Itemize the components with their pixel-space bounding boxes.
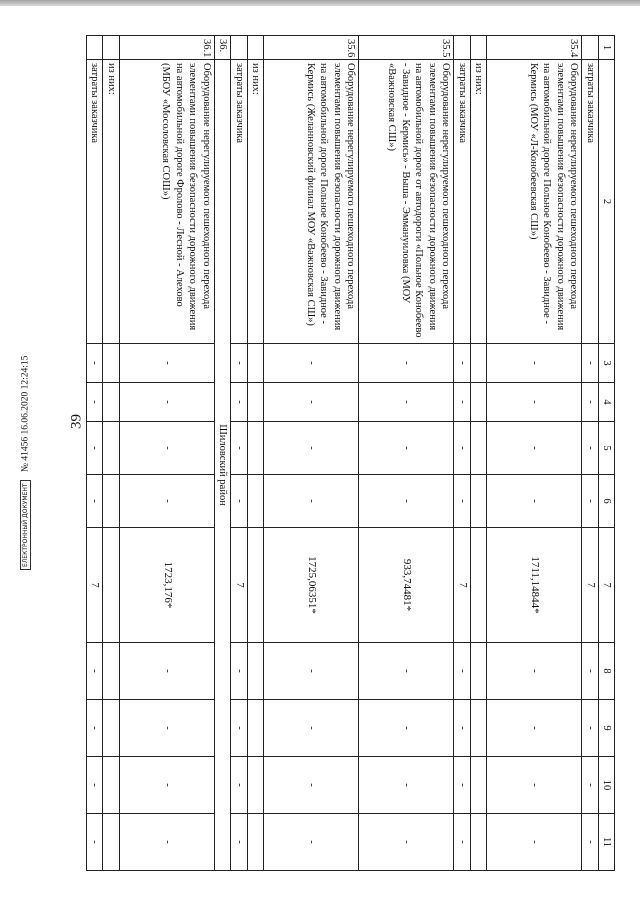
doc-number: № 41456 bbox=[20, 436, 31, 473]
row-description: из них: bbox=[471, 60, 488, 344]
scan-edge bbox=[0, 0, 640, 6]
value-cell: 7 bbox=[87, 528, 104, 643]
value-cell: - bbox=[264, 700, 359, 757]
value-cell: - bbox=[582, 643, 599, 700]
value-cell: - bbox=[264, 344, 359, 383]
value-cell: - bbox=[454, 422, 471, 475]
value-cell: - bbox=[582, 383, 599, 422]
row-description: Оборудование нерегулируемого пешеходного перехода элементами повышения безопасности дорожного движения на автомобильной дороге от автодороги «Польное Конобеево - Завидное - Кермись» - Выша - Эммануиловка (МОУ «Важновская СШ») bbox=[359, 60, 454, 344]
value-cell: - bbox=[582, 344, 599, 383]
table-row bbox=[471, 36, 488, 871]
value-cell: - bbox=[454, 757, 471, 814]
value-cell: - bbox=[120, 757, 215, 814]
value-cell: - bbox=[359, 700, 454, 757]
value-cell: - bbox=[487, 422, 582, 475]
table-row bbox=[231, 36, 248, 871]
value-cell: - bbox=[231, 757, 248, 814]
value-cell: - bbox=[487, 344, 582, 383]
value-cell bbox=[471, 422, 488, 475]
header-cell: 10 bbox=[599, 757, 615, 814]
value-cell: - bbox=[231, 422, 248, 475]
row-number bbox=[103, 36, 120, 60]
row-description: затраты заказчика bbox=[87, 60, 104, 344]
value-cell: - bbox=[359, 422, 454, 475]
value-cell: - bbox=[582, 757, 599, 814]
value-cell: 1725,06351* bbox=[264, 528, 359, 643]
value-cell: - bbox=[264, 475, 359, 528]
value-cell: 933,74481* bbox=[359, 528, 454, 643]
table-row bbox=[487, 36, 582, 871]
value-cell bbox=[248, 422, 265, 475]
value-cell bbox=[103, 814, 120, 871]
value-cell: - bbox=[582, 700, 599, 757]
header-cell: 11 bbox=[599, 814, 615, 871]
value-cell: - bbox=[487, 757, 582, 814]
row-description: Оборудование нерегулируемого пешеходного перехода элементами повышения безопасности дорожного движения на автомобильной дороге Польное Конобеево - Завидное - Кермись (Желанновский филиал МОУ «Важновская СШ») bbox=[264, 60, 359, 344]
table-row bbox=[120, 36, 215, 871]
value-cell: - bbox=[487, 814, 582, 871]
header-row bbox=[599, 36, 615, 871]
value-cell: - bbox=[87, 643, 104, 700]
header-cell: 2 bbox=[599, 60, 615, 344]
row-description: Оборудование нерегулируемого пешеходного перехода элементами повышения безопасности дорожного движения на автомобильной дороге Польное Конобеево - Завидное - Кермись (МОУ «Л-Конобеевская СШ») bbox=[487, 60, 582, 344]
value-cell: - bbox=[87, 700, 104, 757]
table-row bbox=[264, 36, 359, 871]
row-number: 36.1 bbox=[120, 36, 215, 60]
value-cell bbox=[248, 700, 265, 757]
value-cell: - bbox=[359, 757, 454, 814]
value-cell: - bbox=[264, 643, 359, 700]
value-cell: - bbox=[454, 643, 471, 700]
value-cell: - bbox=[359, 475, 454, 528]
value-cell: - bbox=[231, 344, 248, 383]
value-cell bbox=[248, 757, 265, 814]
header-cell: 7 bbox=[599, 528, 615, 643]
value-cell: 7 bbox=[231, 528, 248, 643]
value-cell: - bbox=[231, 814, 248, 871]
value-cell: - bbox=[582, 422, 599, 475]
row-number: 35.4 bbox=[487, 36, 582, 60]
row-description: затраты заказчика bbox=[582, 60, 599, 344]
value-cell: - bbox=[87, 757, 104, 814]
table-row bbox=[454, 36, 471, 871]
value-cell: - bbox=[120, 475, 215, 528]
value-cell bbox=[248, 475, 265, 528]
value-cell bbox=[248, 344, 265, 383]
value-cell: - bbox=[454, 344, 471, 383]
value-cell bbox=[248, 643, 265, 700]
value-cell bbox=[471, 528, 488, 643]
value-cell bbox=[248, 814, 265, 871]
footer-stamp bbox=[20, 310, 120, 570]
value-cell bbox=[471, 700, 488, 757]
header-cell: 9 bbox=[599, 700, 615, 757]
value-cell bbox=[471, 344, 488, 383]
row-number bbox=[454, 36, 471, 60]
district-number: 36. bbox=[215, 36, 232, 60]
value-cell: - bbox=[120, 643, 215, 700]
value-cell: - bbox=[264, 383, 359, 422]
edoc-logo: ЕЛЕКТРОННЫЙ ДОКУМЕНТ bbox=[20, 480, 31, 570]
value-cell: - bbox=[359, 383, 454, 422]
header-cell: 4 bbox=[599, 383, 615, 422]
value-cell: - bbox=[454, 814, 471, 871]
row-number bbox=[87, 36, 104, 60]
value-cell bbox=[103, 757, 120, 814]
header-cell: 3 bbox=[599, 344, 615, 383]
value-cell: - bbox=[120, 344, 215, 383]
value-cell: - bbox=[120, 383, 215, 422]
page-number: 39 bbox=[68, 414, 85, 429]
table-row bbox=[359, 36, 454, 871]
value-cell: 7 bbox=[454, 528, 471, 643]
value-cell bbox=[248, 528, 265, 643]
value-cell: - bbox=[487, 700, 582, 757]
value-cell bbox=[471, 383, 488, 422]
value-cell: - bbox=[454, 700, 471, 757]
value-cell: - bbox=[359, 643, 454, 700]
header-cell: 1 bbox=[599, 36, 615, 60]
value-cell: - bbox=[120, 700, 215, 757]
value-cell: 1711,14844* bbox=[487, 528, 582, 643]
header-cell: 5 bbox=[599, 422, 615, 475]
district-name: Шиловский район bbox=[215, 60, 232, 871]
table-body bbox=[87, 36, 615, 871]
value-cell bbox=[471, 814, 488, 871]
row-number: 35.5 bbox=[359, 36, 454, 60]
value-cell bbox=[471, 643, 488, 700]
value-cell bbox=[248, 383, 265, 422]
value-cell bbox=[103, 700, 120, 757]
value-cell: - bbox=[264, 422, 359, 475]
value-cell: - bbox=[487, 475, 582, 528]
value-cell: - bbox=[582, 814, 599, 871]
value-cell bbox=[471, 475, 488, 528]
value-cell: - bbox=[87, 344, 104, 383]
value-cell: - bbox=[359, 814, 454, 871]
value-cell: - bbox=[487, 383, 582, 422]
row-number bbox=[582, 36, 599, 60]
value-cell: - bbox=[359, 344, 454, 383]
rotated-table-container bbox=[55, 35, 615, 870]
value-cell: - bbox=[487, 643, 582, 700]
row-description: из них: bbox=[103, 60, 120, 344]
row-description: затраты заказчика bbox=[454, 60, 471, 344]
value-cell: 7 bbox=[582, 528, 599, 643]
value-cell: - bbox=[231, 383, 248, 422]
table-row bbox=[248, 36, 265, 871]
value-cell: - bbox=[231, 643, 248, 700]
value-cell bbox=[471, 757, 488, 814]
value-cell: - bbox=[120, 422, 215, 475]
header-cell: 6 bbox=[599, 475, 615, 528]
value-cell: - bbox=[87, 475, 104, 528]
table-row bbox=[215, 36, 232, 871]
table-row bbox=[582, 36, 599, 871]
value-cell: - bbox=[120, 814, 215, 871]
value-cell: - bbox=[231, 700, 248, 757]
value-cell: - bbox=[582, 475, 599, 528]
value-cell: - bbox=[264, 814, 359, 871]
value-cell: - bbox=[454, 475, 471, 528]
value-cell bbox=[103, 643, 120, 700]
row-number bbox=[231, 36, 248, 60]
value-cell: - bbox=[264, 757, 359, 814]
row-description: затраты заказчика bbox=[231, 60, 248, 344]
header-cell: 8 bbox=[599, 643, 615, 700]
value-cell: - bbox=[454, 383, 471, 422]
value-cell: - bbox=[87, 422, 104, 475]
value-cell: - bbox=[87, 814, 104, 871]
row-number bbox=[471, 36, 488, 60]
row-number: 35.6 bbox=[264, 36, 359, 60]
row-number bbox=[248, 36, 265, 60]
value-cell: 1723,176* bbox=[120, 528, 215, 643]
row-description: из них: bbox=[248, 60, 265, 344]
budget-table bbox=[86, 35, 615, 871]
value-cell: - bbox=[87, 383, 104, 422]
doc-timestamp: 16.06.2020 12:24:15 bbox=[20, 355, 31, 435]
value-cell: - bbox=[231, 475, 248, 528]
row-description: Оборудование нерегулируемого пешеходного перехода элементами повышения безопасности дорожного движения на автомобильной дороге Фролово - Лесной - Алехово (МБОУ «Мосоловская СОШ») bbox=[120, 60, 215, 344]
